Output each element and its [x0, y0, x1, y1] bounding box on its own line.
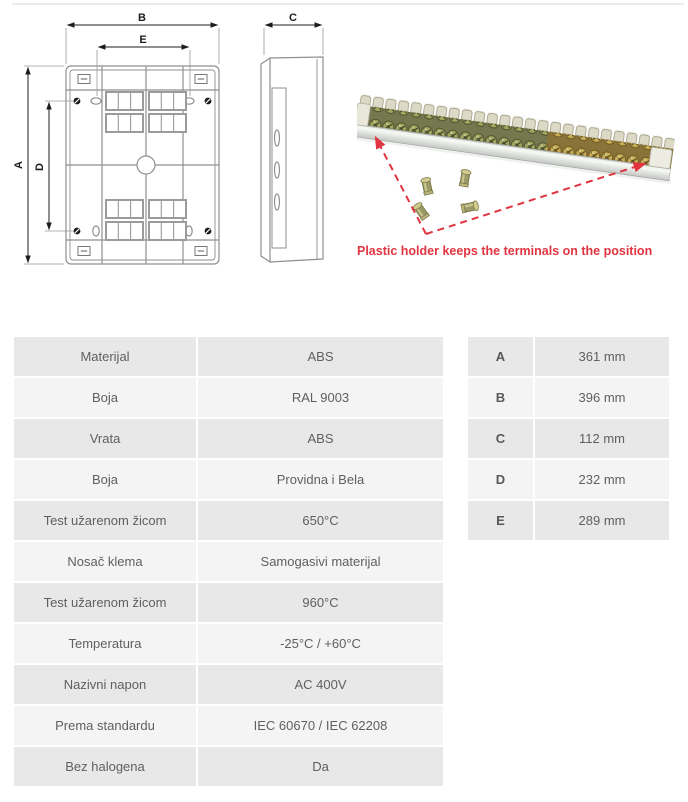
- spec-row: [14, 460, 443, 499]
- spec-value: RAL 9003: [198, 378, 443, 417]
- spec-label: Test užarenom žicom: [14, 501, 196, 540]
- spec-value: AC 400V: [198, 665, 443, 704]
- spec-label: Materijal: [14, 337, 196, 376]
- spec-label: Bez halogena: [14, 747, 196, 786]
- dim-label-c: C: [289, 12, 297, 24]
- dimension-row: [468, 501, 669, 540]
- plastic-holder-right: [649, 147, 672, 169]
- spec-row: [14, 501, 443, 540]
- top-divider: [12, 3, 684, 5]
- spec-value: 650°C: [198, 501, 443, 540]
- dimension-letter: B: [468, 378, 533, 417]
- dimension-letter: E: [468, 501, 533, 540]
- spec-value: ABS: [198, 419, 443, 458]
- photo-caption: Plastic holder keeps the terminals on the position: [357, 244, 653, 258]
- dim-label-b: B: [138, 12, 146, 24]
- dim-label-e: E: [139, 34, 147, 46]
- dimension-row: [468, 419, 669, 458]
- specifications-table: [14, 337, 443, 788]
- technical-drawing: [14, 10, 346, 297]
- spec-row: [14, 583, 443, 622]
- side-view: [261, 57, 323, 262]
- spec-value: Providna i Bela: [198, 460, 443, 499]
- spec-value: Da: [198, 747, 443, 786]
- terminal-strip-photo: [357, 68, 685, 240]
- spec-row: [14, 747, 443, 786]
- spec-label: Nosač klema: [14, 542, 196, 581]
- dimension-row: [468, 460, 669, 499]
- spec-value: -25°C / +60°C: [198, 624, 443, 663]
- spec-value: ABS: [198, 337, 443, 376]
- dimension-value: 361 mm: [535, 337, 669, 376]
- dimension-letter: C: [468, 419, 533, 458]
- spec-value: IEC 60670 / IEC 62208: [198, 706, 443, 745]
- spec-label: Vrata: [14, 419, 196, 458]
- spec-row: [14, 337, 443, 376]
- dimension-value: 232 mm: [535, 460, 669, 499]
- spec-label: Boja: [14, 378, 196, 417]
- spec-label: Prema standardu: [14, 706, 196, 745]
- dimension-letter: D: [468, 460, 533, 499]
- spec-label: Nazivni napon: [14, 665, 196, 704]
- dimension-value: 289 mm: [535, 501, 669, 540]
- dimensions-table: [468, 337, 669, 542]
- spec-row: [14, 419, 443, 458]
- dim-label-a: A: [14, 161, 25, 169]
- spec-label: Test užarenom žicom: [14, 583, 196, 622]
- dimension-letter: A: [468, 337, 533, 376]
- enclosure-dimension-drawing: [14, 10, 346, 292]
- dimension-value: 396 mm: [535, 378, 669, 417]
- product-photo: [357, 68, 685, 245]
- spec-row: [14, 706, 443, 745]
- spec-row: [14, 624, 443, 663]
- dimension-value: 112 mm: [535, 419, 669, 458]
- dimension-row: [468, 337, 669, 376]
- spec-row: [14, 665, 443, 704]
- spec-row: [14, 378, 443, 417]
- spec-value: Samogasivi materijal: [198, 542, 443, 581]
- dim-label-d: D: [34, 163, 46, 171]
- spec-value: 960°C: [198, 583, 443, 622]
- spec-label: Temperatura: [14, 624, 196, 663]
- spec-row: [14, 542, 443, 581]
- spec-label: Boja: [14, 460, 196, 499]
- dimension-row: [468, 378, 669, 417]
